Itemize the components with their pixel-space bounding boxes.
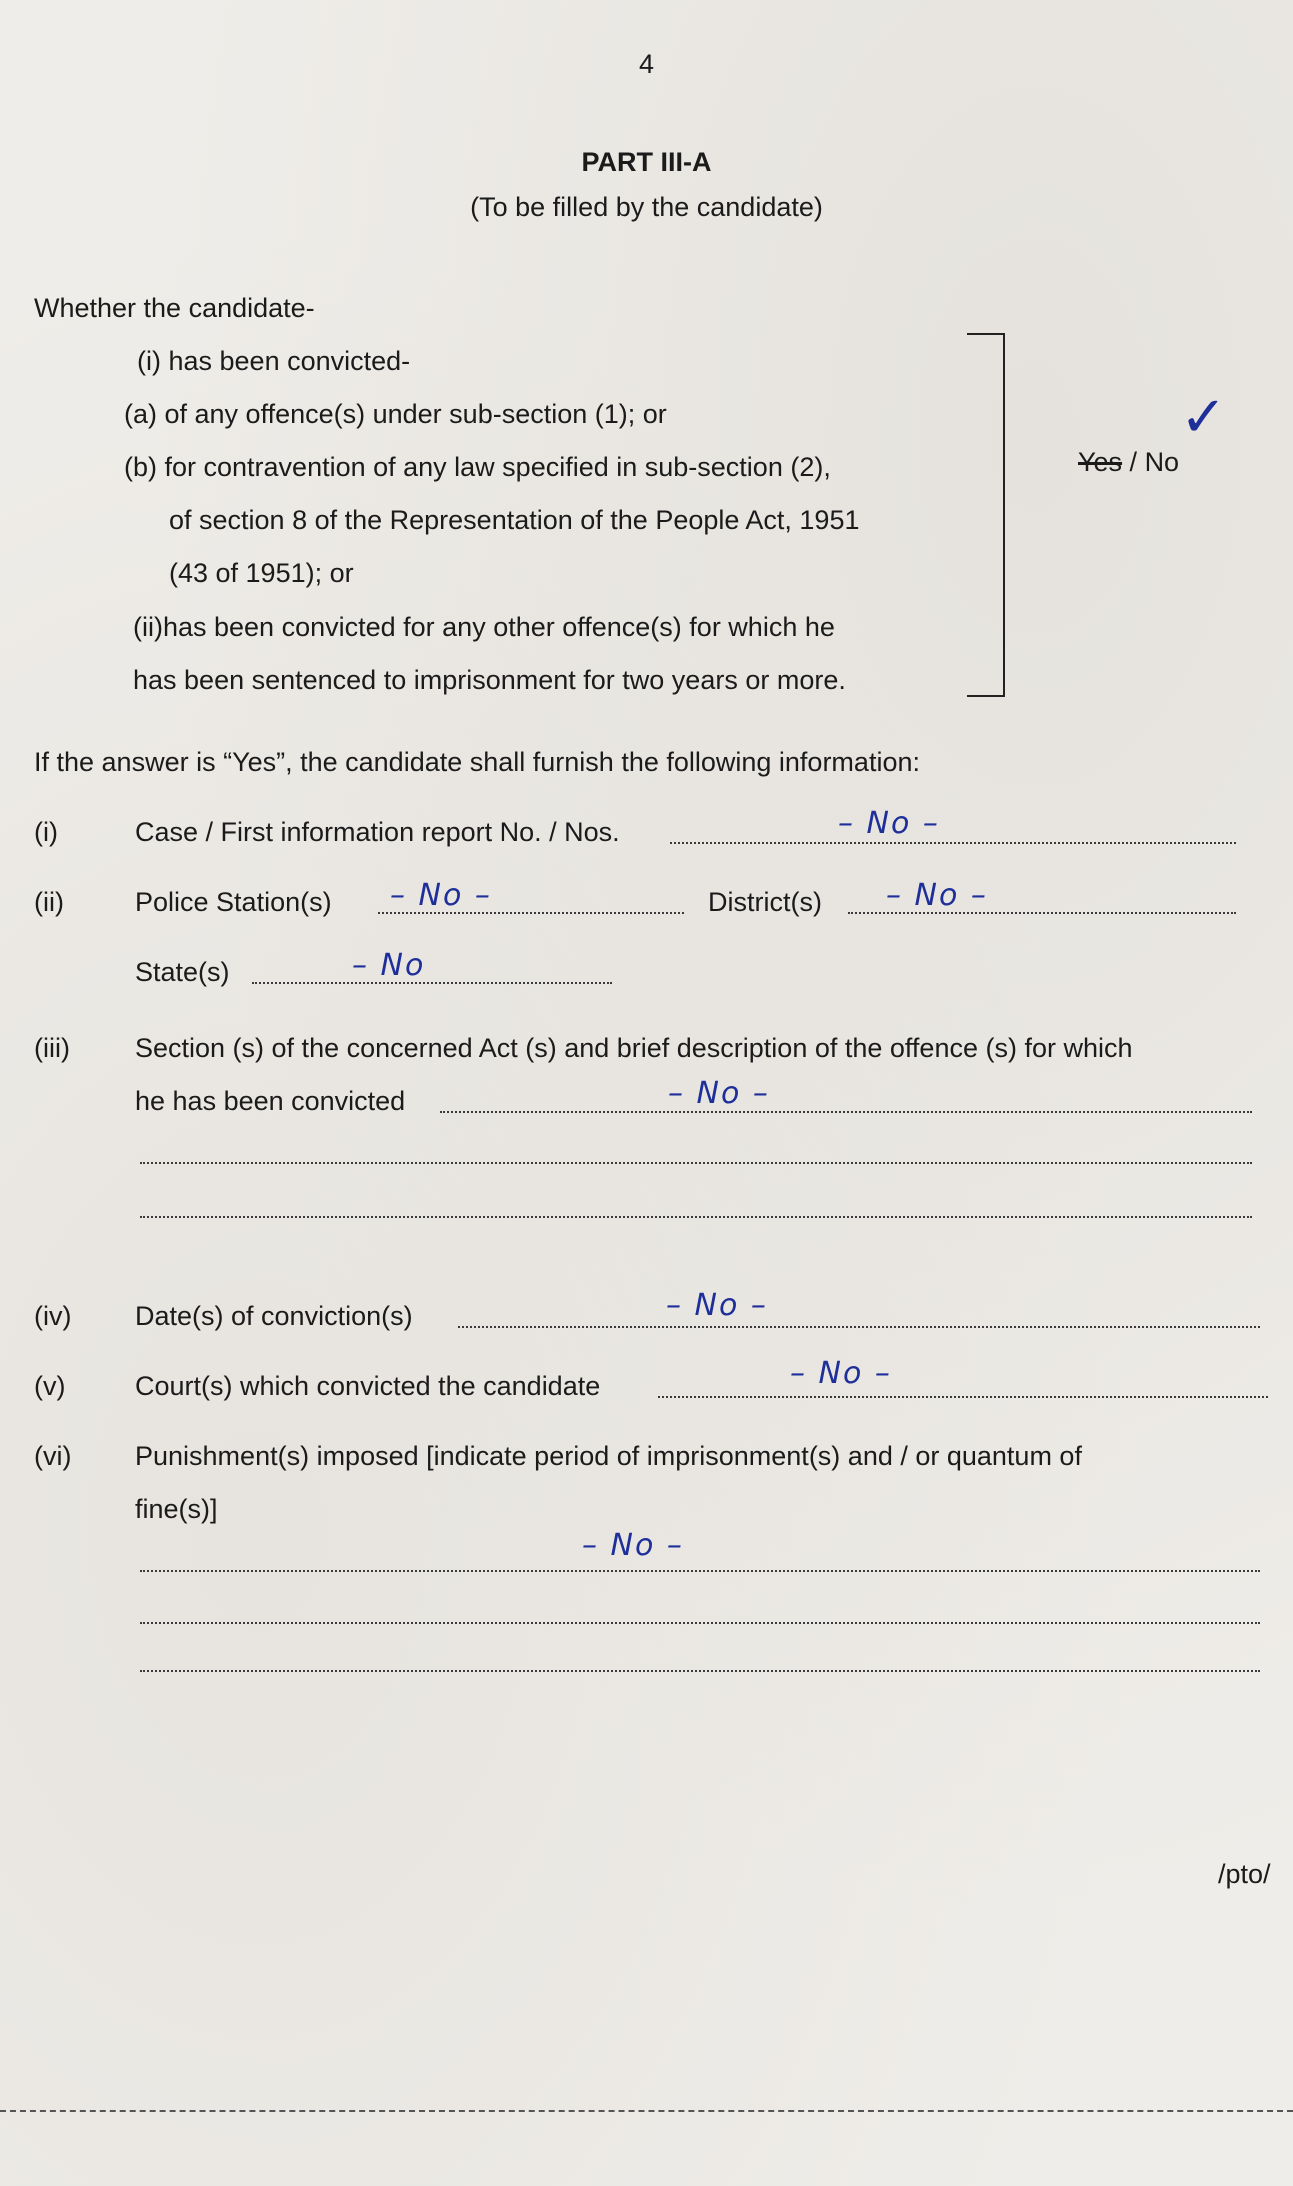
punishment-field-line-2[interactable] — [140, 1620, 1260, 1624]
question-intro: Whether the candidate- — [34, 293, 315, 323]
police-station-label: Police Station(s) — [135, 887, 332, 917]
conditions-bracket — [967, 333, 1005, 697]
no-option: No — [1144, 447, 1180, 477]
yes-no-answer — [1078, 446, 1179, 478]
section-act-field-line-3[interactable] — [140, 1214, 1252, 1218]
punishment-label-continued: fine(s)] — [135, 1494, 218, 1524]
section-act-field[interactable] — [440, 1109, 1252, 1113]
please-turn-over: /pto/ — [1218, 1859, 1271, 1889]
condition-a: (a) of any offence(s) under sub-section (1); or — [124, 399, 667, 429]
condition-ii-continued: has been sentenced to imprisonment for two years or more. — [133, 665, 846, 695]
answer-separator: / — [1122, 447, 1145, 477]
punishment-label: Punishment(s) imposed [indicate period of imprisonment(s) and / or quantum of — [135, 1441, 1082, 1471]
date-conviction-value: – No – — [666, 1288, 768, 1323]
police-station-value: – No – — [390, 878, 492, 913]
part-subtitle: (To be filled by the candidate) — [470, 192, 823, 222]
district-value: – No – — [886, 878, 988, 913]
punishment-value: – No – — [582, 1528, 684, 1563]
state-value: – No — [352, 948, 426, 983]
punishment-field-line-3[interactable] — [140, 1668, 1260, 1672]
section-act-value: – No – — [668, 1076, 770, 1111]
date-conviction-label: Date(s) of conviction(s) — [135, 1301, 413, 1331]
punishment-field[interactable] — [140, 1568, 1260, 1572]
item-iii-number: (iii) — [34, 1033, 70, 1063]
state-field[interactable] — [252, 980, 612, 984]
item-i-number: (i) — [34, 817, 58, 847]
page-number: 4 — [638, 49, 655, 79]
state-label: State(s) — [135, 957, 230, 987]
court-label: Court(s) which convicted the candidate — [135, 1371, 601, 1401]
part-title: PART III-A — [581, 147, 712, 177]
condition-b: (b) for contravention of any law specified in sub-section (2), — [124, 452, 831, 482]
page-edge-line — [0, 2110, 1293, 2112]
court-value: – No – — [790, 1356, 892, 1391]
case-fir-value: – No – — [838, 806, 940, 841]
section-act-label-continued: he has been convicted — [135, 1086, 406, 1116]
section-act-label: Section (s) of the concerned Act (s) and brief description of the offence (s) for which — [135, 1033, 1133, 1063]
tick-mark-icon: ✓ — [1180, 385, 1229, 450]
section-act-field-line-2[interactable] — [140, 1160, 1252, 1164]
date-conviction-field[interactable] — [458, 1324, 1260, 1328]
condition-b-continued: of section 8 of the Representation of the People Act, 1951 — [169, 505, 860, 535]
item-ii-number: (ii) — [34, 887, 64, 917]
yes-option: Yes — [1078, 447, 1123, 477]
condition-b-continued-2: (43 of 1951); or — [169, 558, 354, 588]
condition-ii: (ii)has been convicted for any other offence(s) for which he — [133, 612, 835, 642]
item-iv-number: (iv) — [34, 1301, 72, 1331]
court-field[interactable] — [658, 1394, 1268, 1398]
case-fir-label: Case / First information report No. / Nos. — [135, 817, 620, 847]
case-fir-field[interactable] — [670, 840, 1236, 844]
item-vi-number: (vi) — [34, 1441, 72, 1471]
condition-i: (i) has been convicted- — [137, 346, 411, 376]
item-v-number: (v) — [34, 1371, 66, 1401]
if-yes-intro: If the answer is “Yes”, the candidate shall furnish the following information: — [34, 747, 920, 777]
district-label: District(s) — [708, 887, 822, 917]
